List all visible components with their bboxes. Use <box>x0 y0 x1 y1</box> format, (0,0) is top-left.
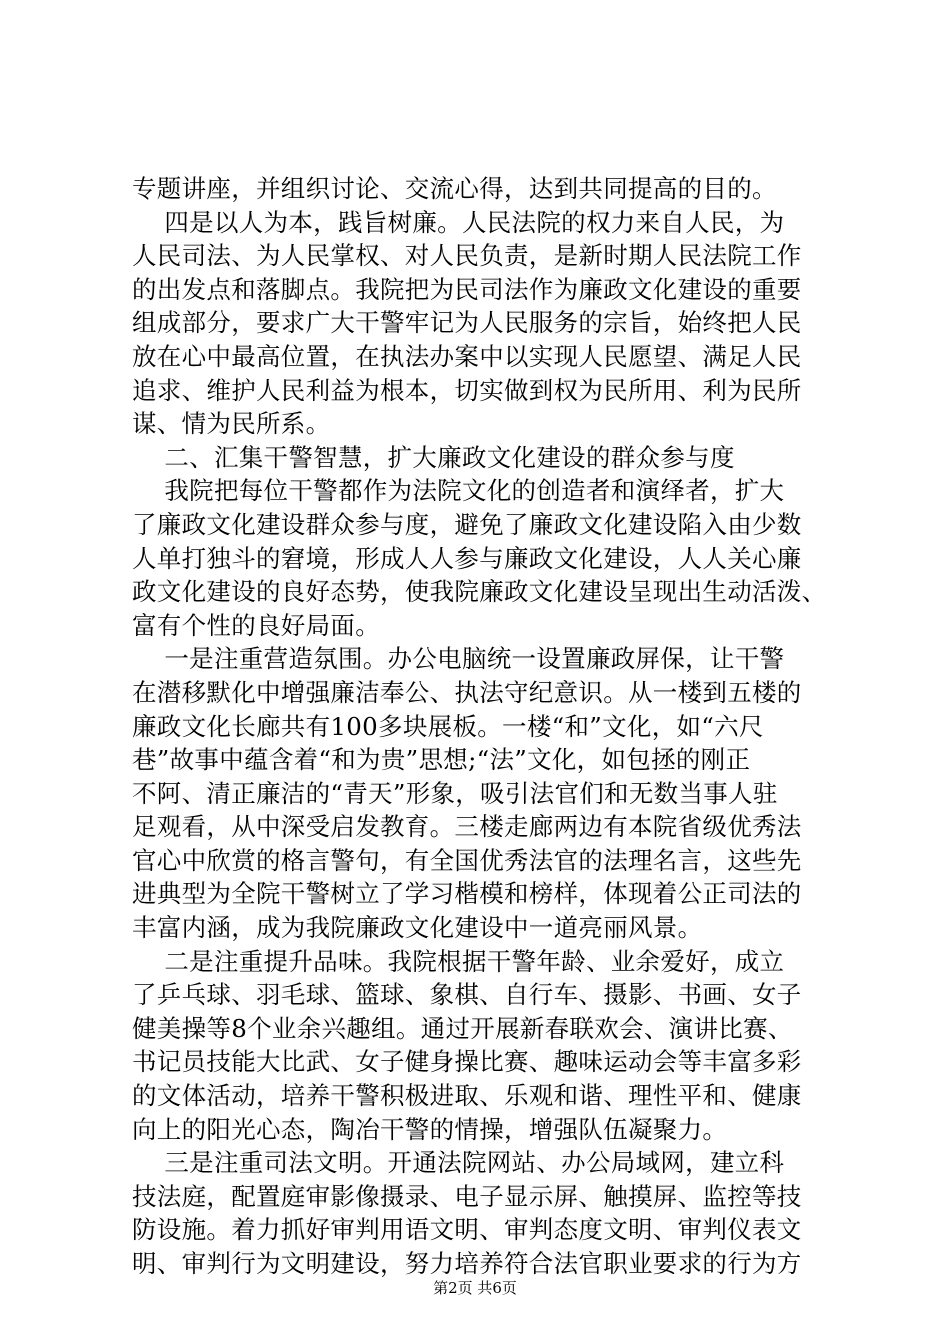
document-body <box>132 172 832 1281</box>
text-line: 的出发点和落脚点。我院把为民司法作为廉政文化建设的重要 <box>132 274 802 304</box>
text-line: 明、审判行为文明建设，努力培养符合法官职业要求的行为方 <box>132 1249 802 1278</box>
text-line: 不阿、清正廉洁的“青天”形象，吸引法官们和无数当事人驻 <box>132 778 778 808</box>
text-line: 专题讲座，并组织讨论、交流心得，达到共同提高的目的。 <box>132 174 777 203</box>
text-line: 二、汇集干警智慧，扩大廉政文化建设的群众参与度 <box>132 442 735 472</box>
text-line: 廉政文化长廊共有100多块展板。一楼“和”文化，如“六尺 <box>132 711 764 741</box>
text-line: 足观看，从中深受启发教育。三楼走廊两边有本院省级优秀法 <box>132 812 802 842</box>
text-line: 向上的阳光心态，陶冶干警的情操，增强队伍凝聚力。 <box>132 1114 728 1144</box>
text-line: 政文化建设的良好态势，使我院廉政文化建设呈现出生动活泼、 <box>132 577 827 607</box>
text-line: 巷”故事中蕴含着“和为贵”思想;“法”文化，如包拯的刚正 <box>132 745 751 775</box>
text-line: 在潜移默化中增强廉洁奉公、执法守纪意识。从一楼到五楼的 <box>132 677 802 707</box>
text-line: 人单打独斗的窘境，形成人人参与廉政文化建设，人人关心廉 <box>132 543 802 573</box>
text-line: 谋、情为民所系。 <box>132 409 331 439</box>
text-line: 人民司法、为人民掌权、对人民负责，是新时期人民法院工作 <box>132 241 802 271</box>
text-line: 丰富内涵，成为我院廉政文化建设中一道亮丽风景。 <box>132 913 703 943</box>
text-line: 了乒乓球、羽毛球、篮球、象棋、自行车、摄影、书画、女子 <box>132 980 802 1010</box>
text-line: 防设施。着力抓好审判用语文明、审判态度文明、审判仪表文 <box>132 1215 802 1245</box>
text-line: 追求、维护人民利益为根本，切实做到权为民所用、利为民所 <box>132 375 802 405</box>
text-line: 组成部分，要求广大干警牢记为人民服务的宗旨，始终把人民 <box>132 308 802 338</box>
text-line: 官心中欣赏的格言警句，有全国优秀法官的法理名言，这些先 <box>132 845 802 875</box>
text-line: 健美操等8个业余兴趣组。通过开展新春联欢会、演讲比赛、 <box>132 1013 793 1043</box>
text-line: 书记员技能大比武、女子健身操比赛、趣味运动会等丰富多彩 <box>132 1047 802 1077</box>
text-line: 放在心中最高位置，在执法办案中以实现人民愿望、满足人民 <box>132 341 802 371</box>
text-line: 了廉政文化建设群众参与度，避免了廉政文化建设陷入由少数 <box>132 509 802 539</box>
text-line: 技法庭，配置庭审影像摄录、电子显示屏、触摸屏、监控等技 <box>132 1181 802 1211</box>
page-footer: 第2页 共6页 <box>433 1279 517 1297</box>
text-line: 富有个性的良好局面。 <box>132 610 380 640</box>
text-line: 进典型为全院干警树立了学习楷模和榜样，体现着公正司法的 <box>132 879 802 909</box>
text-line: 一是注重营造氛围。办公电脑统一设置廉政屏保，让干警 <box>132 644 785 674</box>
text-line: 三是注重司法文明。开通法院网站、办公局域网，建立科 <box>132 1148 785 1178</box>
text-line: 的文体活动，培养干警积极进取、乐观和谐、理性平和、健康 <box>132 1081 802 1111</box>
text-line: 我院把每位干警都作为法院文化的创造者和演绎者，扩大 <box>132 476 785 506</box>
text-line: 二是注重提升品味。我院根据干警年龄、业余爱好，成立 <box>132 946 785 976</box>
text-line: 四是以人为本，践旨树廉。人民法院的权力来自人民，为 <box>132 207 785 237</box>
